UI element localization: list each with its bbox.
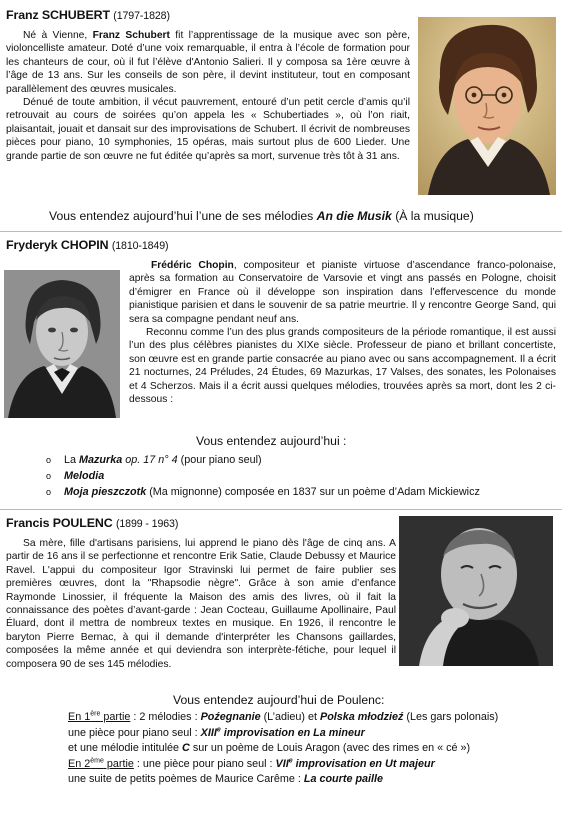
- poulenc-text: [6, 537, 556, 687]
- poulenc-paragraph: Sa mère, fille d'artisans parisiens, lui apprend le piano dès l'âge de cinq ans. A partir de 16 ans il se perfectionne et rencontre Erik Satie, Claude Debussy et Maurice Ravel. L'appui du compositeur Igor Stravinski lui permet de faire publier ses premières œuvres, dont la "Rhapsodie nègre". Grâce à son amie d’enfance Raymonde Linossier, il fréquente la Maison des amis des livres, où il fait la connaissance des poètes d’avant-garde : Jean Cocteau, Guillaume Apollinaire, Paul Éluard, dont il mettra de nombreux textes en musique. En 1926, il rencontre le baryton Pierre Bernac, à qui il demande d'interpréter les Chansons gaillardes, composées la même année et qui deviendra son interprète-fétiche, pour lequel il composera 90 de ses 145 mélodies.: [6, 537, 556, 671]
- chopin-name: Fryderyk CHOPIN: [6, 238, 109, 252]
- bullet-icon: o: [46, 455, 52, 465]
- chopin-listen-line: Vous entendez aujourd’hui :: [196, 434, 347, 448]
- schubert-dates: (1797-1828): [113, 10, 170, 22]
- list-item: En 1ère partie : 2 mélodies : Poźegnanie (L’adieu) et Polska młodzieź (Les gars polonais): [68, 710, 499, 723]
- chopin-paragraph-2: Reconnu comme l’un des plus grands compositeurs de la période romantique, il est aussi l’un des plus célèbres pianistes du XIXe siècle. Professeur de piano et brillant concertiste, son œuvre est en grande partie consacrée au piano avec ou sans accompagnement. Il a écrit 21 nocturnes, 24 Préludes, 24 Études, 69 Mazurkas, 17 Valses, des sonates, les Polonaises et 4 Scherzos. Mais il a écrit aussi quelques mélodies, trouvées après sa mort, dont les 2 ci-dessous :: [129, 327, 556, 406]
- poulenc-dates: (1899 - 1963): [115, 518, 179, 530]
- chopin-heading: [6, 238, 168, 252]
- schubert-paragraph-2: Dénué de toute ambition, il vécut pauvrement, entouré d’un petit cercle d’amis qu’il retrouvait au cours de soirées qu’on appela les « Schubertiades », où l’on riait, plaisantait, jouait et dansait sur des improvisations de Schubert. Il écrivit de nombreuses pièces pour piano, 10 symphonies, 15 opéras, mais surtout plus de 600 Lieder. Une grande partie de son œuvre ne fut éditée qu’après sa mort, survenue très tôt à 31 ans.: [6, 97, 410, 162]
- chopin-dates: (1810-1849): [111, 240, 169, 252]
- schubert-paragraph-1: Né à Vienne, Franz Schubert fit l’apprentissage de la musique avec son père, violoncelliste amateur. Doté d’une voix remarquable, il entra à l’école de formation pour les chanteurs de cour, où il fut l’élève d'Antonio Salieri. Il y composa sa 1ère œuvre à l’âge de 13 ans. Sur les conseils de son père, il devint instituteur, tout en composant parallèlement des œuvres musicales.: [6, 30, 410, 95]
- divider-1: [0, 231, 562, 232]
- poulenc-listen-line: Vous entendez aujourd’hui de Poulenc:: [173, 693, 385, 707]
- schubert-piece-title: An die Musik: [316, 209, 392, 223]
- chopin-paragraph-1: Frédéric Chopin, compositeur et pianiste virtuose d’ascendance franco-polonaise, après sa formation au Conservatoire de Varsovie et vingt ans passés en Pologne, choisit d’émigrer en France où il développe son inspiration dans l’effervescence du monde pianistique parisien et dans le souvenir de sa patrie meurtrie. Il y rencontre George Sand, qui sera sa compagne pendant neuf ans.: [129, 260, 557, 325]
- portrait-wrap-spacer: [396, 537, 556, 687]
- list-item: o Melodia: [46, 470, 105, 482]
- schubert-listen-line: Vous entendez aujourd’hui l’une de ses mélodies An die Musik (À la musique): [49, 209, 474, 223]
- list-item: une pièce pour piano seul : XIIIe improvisation en La mineur: [68, 726, 365, 739]
- list-item: En 2ème partie : une pièce pour piano seul : VIIe improvisation en Ut majeur: [68, 757, 435, 770]
- list-item: o Moja pieszczotk (Ma mignonne) composée en 1837 sur un poème d’Adam Mickiewicz: [46, 486, 480, 498]
- bullet-icon: o: [46, 471, 52, 481]
- list-item: et une mélodie intitulée C sur un poème de Louis Aragon (avec des rimes en « cé »): [68, 742, 471, 755]
- bullet-icon: o: [46, 487, 52, 497]
- chopin-text: [129, 259, 556, 406]
- divider-2: [0, 509, 562, 510]
- chopin-works-list: [0, 452, 562, 500]
- schubert-name: Franz SCHUBERT: [6, 8, 110, 22]
- schubert-portrait: [418, 17, 556, 195]
- list-item: une suite de petits poèmes de Maurice Carême : La courte paille: [68, 773, 384, 786]
- list-item: o La Mazurka op. 17 n° 4 (pour piano seul): [46, 454, 262, 466]
- poulenc-heading: [6, 516, 178, 530]
- poulenc-program: [68, 710, 498, 788]
- schubert-text: [6, 29, 410, 163]
- chopin-portrait: [4, 270, 120, 418]
- schubert-heading: [6, 8, 170, 22]
- poulenc-name: Francis POULENC: [6, 516, 113, 530]
